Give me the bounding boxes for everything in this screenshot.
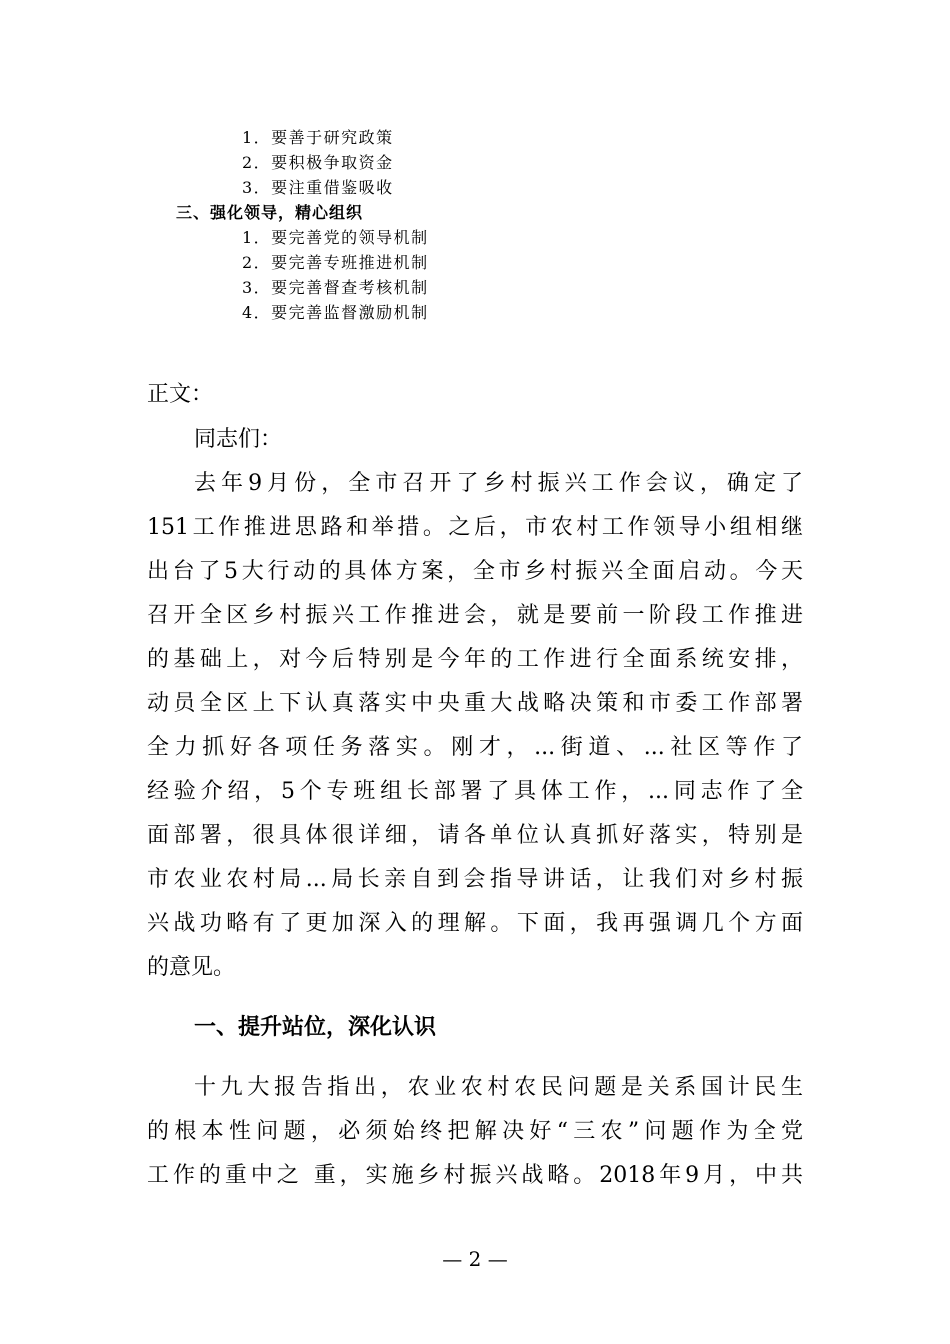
outline-item: 1．要完善党的领导机制 [242, 228, 429, 247]
outline-heading: 三、强化领导，精心组织 [176, 203, 364, 222]
paragraph-line: 去年9月份，全市召开了乡村振兴工作会议，确定了 [194, 471, 803, 496]
body-label: 正文： [147, 382, 214, 407]
section-title: 一、提升站位，深化认识 [194, 1015, 437, 1040]
paragraph-line: 的基础上，对今后特别是今年的工作进行全面系统安排， [147, 647, 803, 672]
outline-item: 4．要完善监督激励机制 [242, 303, 429, 322]
paragraph-line: 151工作推进思路和举措。之后，市农村工作领导小组相继 [147, 515, 803, 540]
paragraph-line: 面部署，很具体很详细，请各单位认真抓好落实，特别是 [147, 823, 803, 848]
paragraph-line: 市农业农村局...局长亲自到会指导讲话，让我们对乡村振 [147, 867, 803, 892]
outline-item: 2．要积极争取资金 [242, 153, 394, 172]
paragraph-line: 动员全区上下认真落实中央重大战略决策和市委工作部署 [147, 691, 803, 716]
page-number: — 2 — [442, 1247, 508, 1271]
paragraph-line: 出台了5大行动的具体方案，全市乡村振兴全面启动。今天 [147, 559, 803, 584]
paragraph-line: 的根本性问题，必须始终把解决好“三农”问题作为全党 [147, 1119, 803, 1144]
paragraph-line: 经验介绍，5个专班组长部署了具体工作，...同志作了全 [147, 779, 803, 804]
paragraph-line: 的意见。 [147, 955, 236, 980]
outline-item: 3．要完善督查考核机制 [242, 278, 429, 297]
paragraph-line: 全力抓好各项任务落实。刚才，...街道、...社区等作了 [147, 735, 803, 760]
greeting: 同志们： [194, 427, 283, 452]
paragraph-line: 工作的重中之 重，实施乡村振兴战略。2018年9月，中共 [147, 1163, 803, 1188]
outline-item: 3．要注重借鉴吸收 [242, 178, 394, 197]
paragraph-line: 兴战功略有了更加深入的理解。下面，我再强调几个方面 [147, 911, 803, 936]
outline-item: 2．要完善专班推进机制 [242, 253, 429, 272]
paragraph-line: 召开全区乡村振兴工作推进会，就是要前一阶段工作推进 [147, 603, 803, 628]
paragraph-line: 十九大报告指出，农业农村农民问题是关系国计民生 [194, 1075, 803, 1100]
outline-item: 1．要善于研究政策 [242, 128, 394, 147]
